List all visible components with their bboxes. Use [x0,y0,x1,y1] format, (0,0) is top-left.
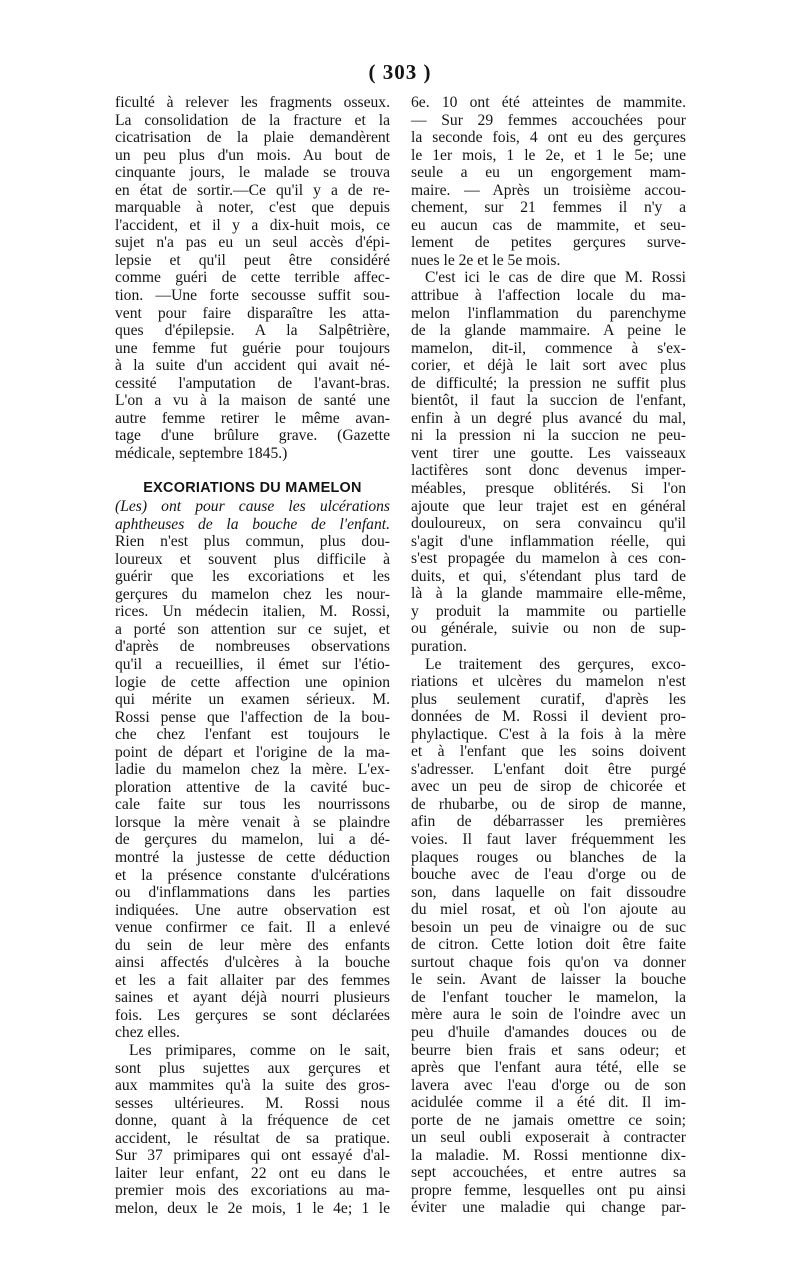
text-line: — Sur 29 femmes accouchées pour [411,111,686,129]
text-line: enfin à un degré plus avancé du mal, [411,409,686,427]
text-line: montré la justesse de cette déduction [115,848,390,866]
paragraph [411,269,686,655]
text-line: vent tirer une goutte. Les vaisseaux [411,444,686,462]
text-line: beurre bien frais et sans odeur; et [411,1041,686,1059]
text-line: du sein de leur mère des enfants [115,936,390,954]
text-line: guérir que les excoriations et les [115,568,390,586]
text-line: données de M. Rossi il devient pro- [411,708,686,726]
text-line: propre femme, lesquelles ont pu ainsi [411,1181,686,1199]
text-line: qui mérite un examen sérieux. M. [115,691,390,709]
text-line: bouche avec de l'eau d'orge ou de [411,866,686,884]
text-line: C'est ici le cas de dire que M. Rossi [425,269,686,287]
text-line: éviter une maladie qui change par- [411,1199,686,1217]
text-line: douloureux, on sera convaincu qu'il [411,515,686,533]
text-line: gerçures du mamelon chez les nour- [115,585,390,603]
text-line: Rossi pense que l'affection de la bou- [115,708,390,726]
text-line: Rien n'est plus commun, plus dou- [115,533,390,551]
text-line: 6e. 10 ont été atteintes de mammite. [411,94,686,111]
text-line: à la suite d'un accident qui avait né- [115,357,390,375]
text-line: chement, sur 21 femmes il n'y a [411,199,686,217]
text-line: du miel rosat, et où l'on ajoute au [411,901,686,919]
text-line: cale faite sur tous les nourrissons [115,796,390,814]
text-line: ques d'épilepsie. A la Salpêtrière, [115,322,390,340]
text-line: mamelon, dit-il, commence à s'ex- [411,339,686,357]
text-line: et à l'enfant que les soins doivent [411,743,686,761]
text-line: surtout chaque fois qu'on va donner [411,953,686,971]
text-line: aphtheuses de la bouche de l'enfant. [115,515,390,533]
text-line: cessité l'amputation de l'avant-bras. [115,374,390,392]
text-line: y produit la mammite ou partielle [411,602,686,620]
text-line: sont plus sujettes aux gerçures et [115,1059,390,1077]
text-line: marquable à noter, c'est que depuis [115,199,390,217]
text-line: une femme fut guérie pour toujours [115,339,390,357]
text-line: venue confirmer ce fait. Il a enlevé [115,919,390,937]
text-line: voies. Il faut laver fréquemment les [411,830,686,848]
text-line: ajoute que leur trajet est en général [411,497,686,515]
text-line: avec un peu de sirop de chicorée et [411,778,686,796]
text-line: médicale, septembre 1845.) [115,444,288,462]
text-line: s'est propagée du mamelon à ces con- [411,550,686,568]
text-line: L'on a vu à la maison de santé une [115,392,390,410]
text-line: lactifères sont donc devenus imper- [411,462,686,480]
text-line: après que l'enfant aura tété, elle se [411,1059,686,1077]
text-line: sept accouchées, et entre autres sa [411,1164,686,1182]
text-line: méables, presque oblitérés. Si l'on [411,480,686,498]
text-line: la maladie. M. Rossi mentionne dix- [411,1146,686,1164]
text-line: ni la pression ni la succion ne peu- [411,427,686,445]
text-line: l'accident, et il y a dix-huit mois, ce [115,216,390,234]
text-line: ou générale, suivie ou non de sup- [411,620,686,638]
text-line: (Les) ont pour cause les ulcérations [115,498,390,516]
text-line: lement de petites gerçures surve- [411,234,686,252]
text-line: seule a eu un engorgement mam- [411,164,686,182]
text-line: eu aucun cas de mammite, et seu- [411,216,686,234]
text-line: de rhubarbe, ou de sirop de manne, [411,795,686,813]
paragraph [411,656,686,1218]
text-line: vent pour faire disparaître les atta- [115,304,390,322]
text-line: lorsque la mère venait à se plaindre [115,813,390,831]
text-line: cicatrisation de la plaie demandèrent [115,129,390,147]
text-line: un peu plus d'un mois. Au bout de [115,146,390,164]
text-line: là à la glande mammaire elle-même, [411,585,686,603]
paragraph [115,533,390,1042]
text-line: comme guéri de cette terrible affec- [115,269,390,287]
left-column [115,94,390,1217]
text-line: lepsie et qu'il peut être considéré [115,251,390,269]
text-line: de l'enfant toucher le mamelon, la [411,988,686,1006]
text-line: indiquées. Une autre observation est [115,901,390,919]
text-line: duits, et qui, s'étendant plus tard de [411,567,686,585]
text-line: Sur 37 primipares qui ont essayé d'al- [115,1147,390,1165]
text-line: le 1er mois, 1 le 2e, et 1 le 5e; une [411,146,686,164]
text-line: fois. Les gerçures se sont déclarées [115,1006,390,1024]
text-line: s'agit d'une inflammation réelle, qui [411,532,686,550]
text-line: logie de cette affection une opinion [115,673,390,691]
text-line: acidulée comme il a été dit. Il im- [411,1094,686,1112]
right-column [411,94,686,1217]
text-line: a porté son attention sur ce sujet, et [115,620,390,638]
text-line: de la glande mammaire. A peine le [411,322,686,340]
section-heading: EXCORIATIONS DU MAMELON [143,480,362,497]
text-line: saines et ayant déjà nourri plusieurs [115,989,390,1007]
paragraph [115,1042,390,1217]
text-line: puration. [411,637,467,655]
text-line: s'adresser. L'enfant doit être purgé [411,760,686,778]
text-line: accident, le résultat de sa pratique. [115,1129,390,1147]
text-line: de difficulté; la pression ne suffit plus [411,374,686,392]
text-line: d'après de nombreuses observations [115,638,390,656]
text-line: et la présence constante d'ulcérations [115,866,390,884]
text-line: maire. — Après un troisième accou- [411,181,686,199]
text-line: Les primipares, comme on le sait, [129,1041,390,1059]
text-line: plus seulement curatif, d'après les [411,690,686,708]
text-line: aux mammites qu'à la suite des gros- [115,1077,390,1095]
text-line: mère aura le soin de l'oindre avec un [411,1006,686,1024]
text-line: porte de ne jamais omettre ce soin; [411,1111,686,1129]
text-line: autre femme retirer le même avan- [115,409,390,427]
text-line: ploration attentive de la cavité buc- [115,778,390,796]
section-subheading [115,498,390,533]
text-line: rices. Un médecin italien, M. Rossi, [115,603,390,621]
text-line: la seconde fois, 4 ont eu des gerçures [411,129,686,147]
text-line: donne, quant à la fréquence de cet [115,1112,390,1130]
text-line: afin de débarrasser les premières [411,813,686,831]
text-line: de gerçures du mamelon, lui a dé- [115,831,390,849]
text-line: ou d'inflammations dans les parties [115,884,390,902]
text-line: qu'il a recueillies, il émet sur l'étio- [115,655,390,673]
text-line: laiter leur enfant, 22 ont eu dans le [115,1164,390,1182]
text-line: le sein. Avant de laisser la bouche [411,971,686,989]
text-line: melon, deux le 2e mois, 1 le 4e; 1 le [115,1199,390,1217]
text-line: sesses ultérieures. M. Rossi nous [115,1094,390,1112]
paragraph [411,94,686,269]
text-line: loureux et souvent plus difficile à [115,550,390,568]
text-line: point de départ et l'origine de la ma- [115,743,390,761]
text-line: et les a fait allaiter par des femmes [115,971,390,989]
text-line: che chez l'enfant est toujours le [115,726,390,744]
text-line: besoin un peu de vinaigre ou de suc [411,918,686,936]
text-line: phylactique. C'est à la fois à la mère [411,725,686,743]
text-line: bientôt, il faut la succion de l'enfant, [411,392,686,410]
text-line: de citron. Cette lotion doit être faite [411,936,686,954]
text-line: son, dans laquelle on fait dissoudre [411,883,686,901]
text-line: tage d'une brûlure grave. (Gazette [115,427,390,445]
text-line: un seul oubli exposerait à contracter [411,1129,686,1147]
text-line: La consolidation de la fracture et la [115,111,390,129]
paragraph-continuation [115,94,390,462]
text-line: en état de sortir.—Ce qu'il y a de re- [115,181,390,199]
text-line: sujet n'a pas eu un seul accès d'épi- [115,234,390,252]
text-line: attribue à l'affection locale du ma- [411,287,686,305]
text-line: Le traitement des gerçures, exco- [425,655,686,673]
text-line: ainsi affectés d'ulcères à la bouche [115,954,390,972]
text-line: corier, et déjà le lait sort avec plus [411,357,686,375]
text-line: premier mois des excoriations au ma- [115,1182,390,1200]
spacer [115,462,390,480]
text-line: lavera avec l'eau d'orge ou de son [411,1076,686,1094]
page-number: ( 303 ) [368,60,432,84]
text-line: plaques rouges ou blanches de la [411,848,686,866]
text-line: cinquante jours, le malade se trouva [115,164,390,182]
text-line: ladie du mamelon chez la mère. L'ex- [115,761,390,779]
text-line: chez elles. [115,1024,180,1042]
text-line: melon l'inflammation du parenchyme [411,304,686,322]
text-line: riations et ulcères du mamelon n'est [411,673,686,691]
text-line: peu d'huile d'amandes douces ou de [411,1023,686,1041]
text-line: tion. —Une forte secousse suffit sou- [115,287,390,305]
text-line: nues le 2e et le 5e mois. [411,251,561,269]
text-line: ficulté à relever les fragments osseux. [115,94,390,111]
